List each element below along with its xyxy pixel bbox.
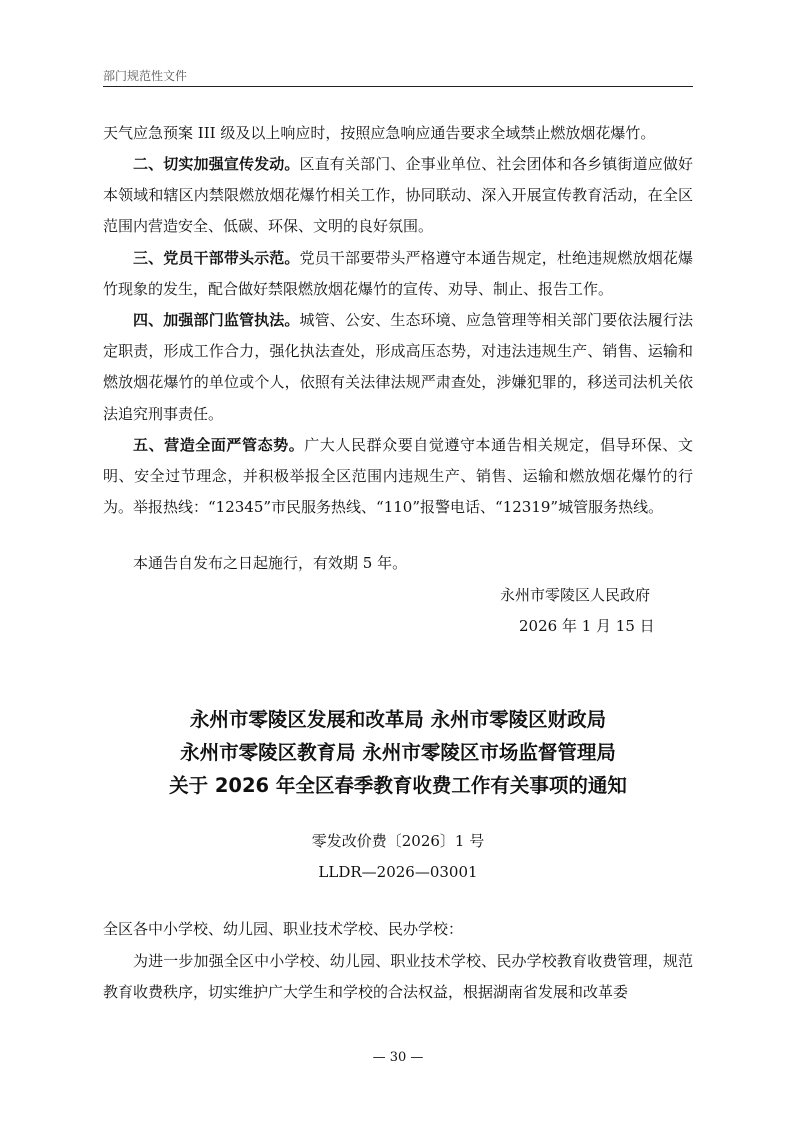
- section-4-body: 城管、公安、生态环境、应急管理等相关部门要依法履行法定职责，形成工作合力，强化执法查处，形成高压态势，对违法违规生产、销售、运输和燃放烟花爆竹的单位或个人，依照有关法律法规严肃查处，涉嫌犯罪的，移送司法机关依法追究刑事责任。: [103, 311, 693, 423]
- section-5: [103, 430, 693, 524]
- effective-paragraph: 本通告自发布之日起施行，有效期 5 年。: [133, 554, 408, 572]
- section-4-heading: 四、加强部门监管执法。: [133, 311, 300, 329]
- continuation-paragraph: 天气应急预案 III 级及以上响应时，按照应急响应通告要求全域禁止燃放烟花爆竹。: [103, 124, 656, 142]
- document-number: 零发改价费〔2026〕1 号: [311, 832, 485, 850]
- section-2: [103, 149, 693, 243]
- section-5-body: 广大人民群众要自觉遵守本通告相关规定，倡导环保、文明、安全过节理念，并积极举报全区范围内违规生产、销售、运输和燃放烟花爆竹的行为。举报热线：“12345”市民服务热线、“110”报警电话、“12319”城管服务热线。: [103, 436, 693, 517]
- running-header: [103, 62, 693, 87]
- notice-title-line: 永州市零陵区教育局 永州市零陵区市场监督管理局: [180, 741, 616, 764]
- section-5-heading: 五、营造全面严管态势。: [133, 436, 305, 454]
- section-2-heading: 二、切实加强宣传发动。: [133, 155, 300, 173]
- page-number: — 30 —: [372, 1050, 424, 1065]
- signature-date: 2026 年 1 月 15 日: [519, 617, 655, 635]
- section-3: [103, 243, 693, 305]
- notice-title-line: 永州市零陵区发展和改革局 永州市零陵区财政局: [189, 708, 607, 731]
- section-3-heading: 三、党员干部带头示范。: [133, 249, 300, 267]
- section-3-body: 党员干部要带头严格遵守本通告规定，杜绝违规燃放烟花爆竹现象的发生，配合做好禁限燃放烟花爆竹的宣传、劝导、制止、报告工作。: [103, 249, 693, 299]
- notice-title-line: 关于 2026 年全区春季教育收费工作有关事项的通知: [169, 774, 627, 797]
- section-4: [103, 305, 693, 430]
- header-label: 部门规范性文件: [103, 69, 188, 83]
- registration-number: LLDR—2026—03001: [318, 863, 478, 881]
- intro-paragraph: 为进一步加强全区中小学校、幼儿园、职业技术学校、民办学校教育收费管理，规范教育收费秩序，切实维护广大学生和学校的合法权益，根据湖南省发展和改革委: [103, 952, 693, 1002]
- salutation: 全区各中小学校、幼儿园、职业技术学校、民办学校：: [103, 920, 464, 938]
- notice-title: [103, 703, 693, 802]
- section-2-body: 区直有关部门、企事业单位、社会团体和各乡镇街道应做好本领域和辖区内禁限燃放烟花爆竹相关工作，协同联动、深入开展宣传教育活动，在全区范围内营造安全、低碳、环保、文明的良好氛围。: [103, 155, 693, 236]
- signature-issuer: 永州市零陵区人民政府: [500, 586, 651, 604]
